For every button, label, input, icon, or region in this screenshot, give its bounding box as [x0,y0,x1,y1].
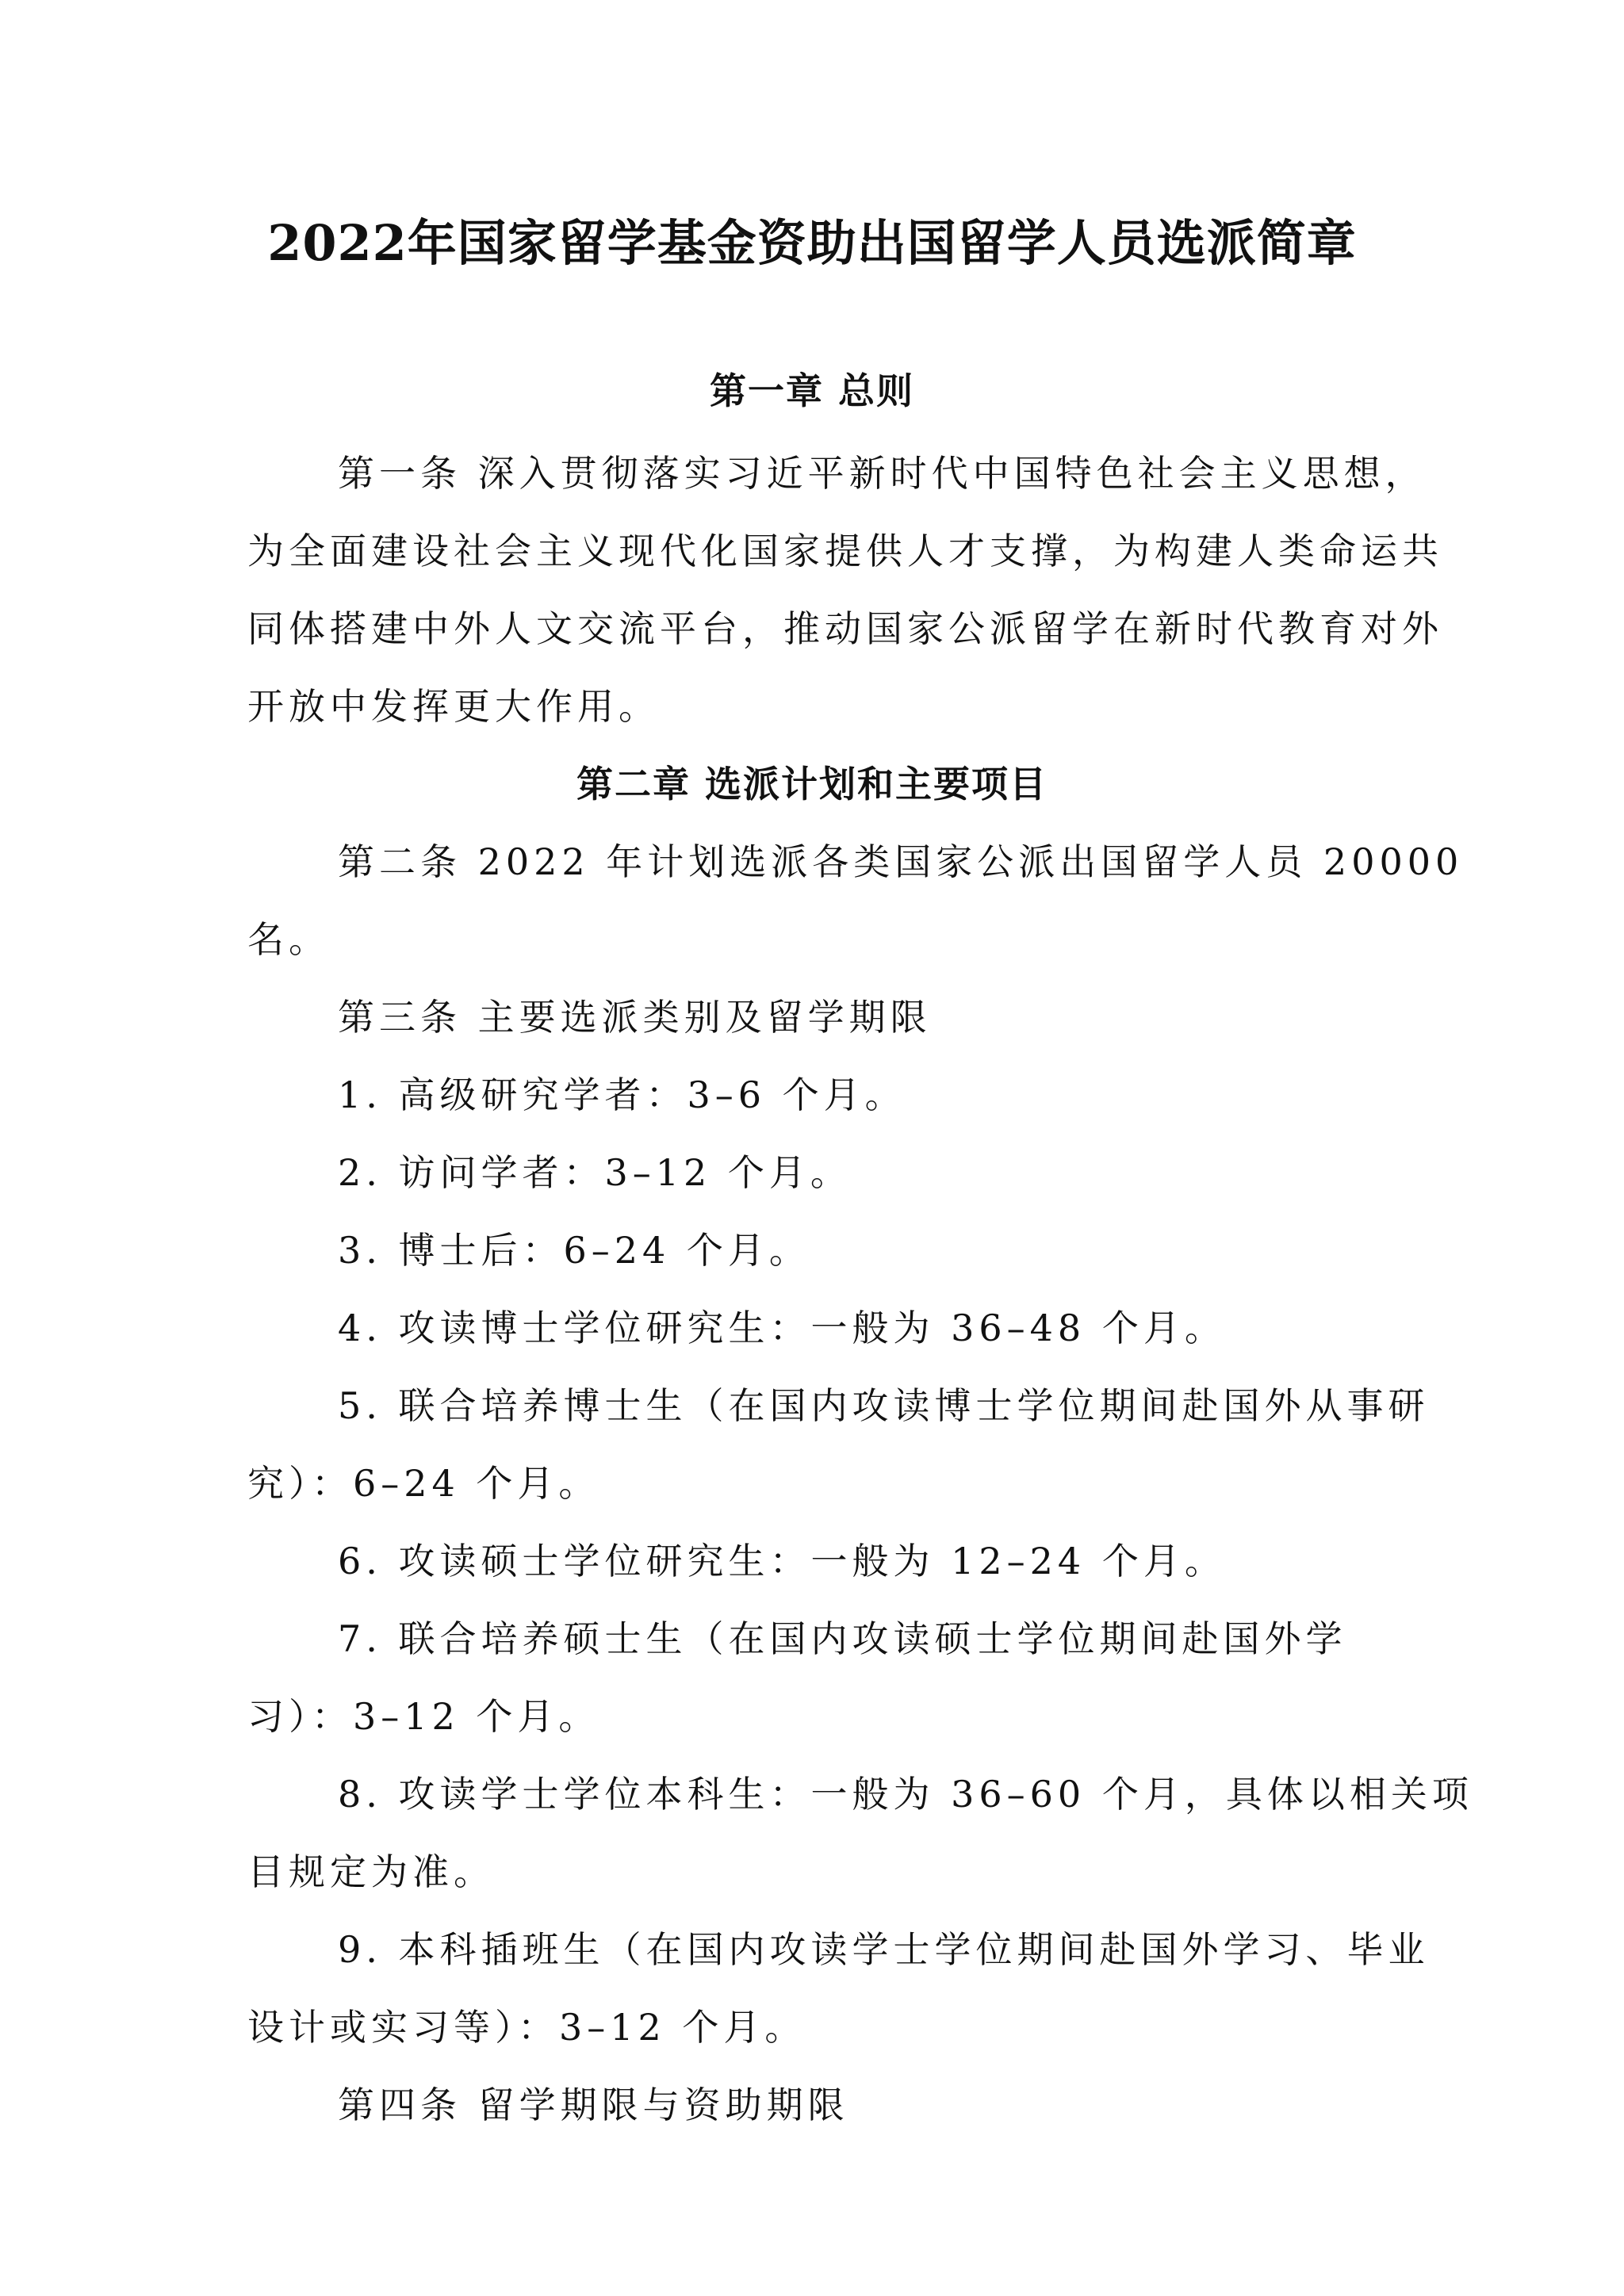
list-item-1: 1. 高级研究学者：3–6 个月。 [338,1073,906,1116]
list-item-7-line-1: 7. 联合培养硕士生（在国内攻读硕士学位期间赴国外学 [338,1617,1347,1660]
article-1-line-1: 第一条 深入贯彻落实习近平新时代中国特色社会主义思想， [338,452,1427,495]
list-item-8-line-1: 8. 攻读学士学位本科生：一般为 36–60 个月，具体以相关项 [338,1773,1473,1816]
list-item-2: 2. 访问学者：3–12 个月。 [338,1151,852,1194]
article-2-line-1: 第二条 2022 年计划选派各类国家公派出国留学人员 20000 [338,840,1464,883]
list-item-5-line-1: 5. 联合培养博士生（在国内攻读博士学位期间赴国外从事研 [338,1384,1430,1427]
list-item-3: 3. 博士后：6–24 个月。 [338,1229,810,1272]
chapter-2-heading: 第二章 选派计划和主要项目 [576,763,1048,806]
chapter-1-heading: 第一章 总则 [709,369,914,412]
list-item-7-line-2: 习）：3–12 个月。 [247,1695,600,1738]
document-title: 2022年国家留学基金资助出国留学人员选派简章 [267,214,1357,272]
article-1-line-2: 为全面建设社会主义现代化国家提供人才支撑，为构建人类命运共 [247,530,1443,572]
list-item-9-line-1: 9. 本科插班生（在国内攻读学士学位期间赴国外学习、毕业 [338,1928,1430,1971]
article-3-heading: 第三条 主要选派类别及留学期限 [338,996,932,1039]
list-item-6: 6. 攻读硕士学位研究生：一般为 12–24 个月。 [338,1540,1226,1582]
list-item-4: 4. 攻读博士学位研究生：一般为 36–48 个月。 [338,1307,1226,1349]
article-4-heading: 第四条 留学期限与资助期限 [338,2084,849,2126]
article-1-line-4: 开放中发挥更大作用。 [247,685,660,728]
list-item-9-line-2: 设计或实习等）：3–12 个月。 [247,2006,806,2049]
article-2-line-2: 名。 [247,918,330,961]
list-item-8-line-2: 目规定为准。 [247,1850,495,1893]
list-item-5-line-2: 究）：6–24 个月。 [247,1462,600,1505]
article-1-line-3: 同体搭建中外人文交流平台，推动国家公派留学在新时代教育对外 [247,607,1443,650]
